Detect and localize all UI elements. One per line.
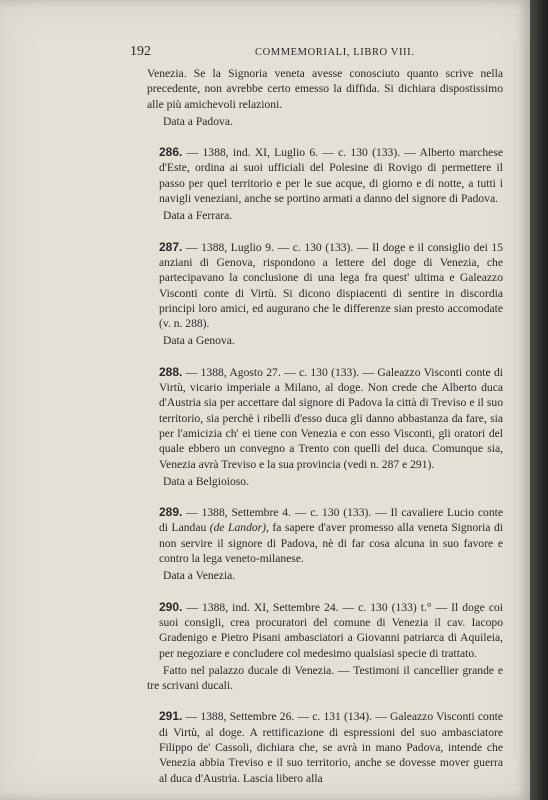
continuation-dateline: Data a Padova.: [163, 114, 233, 128]
entry-text: — 1388, Agosto 27. — c. 130 (133). — Galeazzo Visconti conte di Virtù, vicario imperiale a Milano, al doge. Non crede che Alberto duca d'Austria sia per accettare dal signore di Padova la città di Treviso e il suo territorio, sia perchè i ribelli d'esso duca gli danno abbastanza da fare, sia per l'amicizia ch' ei tiene con Venezia e con esso Visconti, gli oratori del quale ebbero un convegno a Trento con quelli del duca. Comunque sia, Venezia avrà Treviso e la sua provincia (vedi n. 287 e 291).: [159, 365, 503, 471]
entry-288: [147, 365, 503, 489]
entry-text: — 1388, Luglio 9. — c. 130 (133). — Il doge e il consiglio dei 15 anziani di Genova, rispondono a lettere del doge di Venezia, che partecipavano la conclusione di una lega fra quest' ultima e Galeazzo Visconti conte di Virtù. Si dicono dispiacenti di sentire in discordia principi loro amici, ed augurano che le differenze sian presto accomodate (v. n. 288).: [159, 240, 503, 331]
entry-287: [147, 240, 503, 349]
book-gutter: [530, 0, 548, 800]
entry-number: 286.: [159, 145, 183, 160]
entry-dateline: Data a Genova.: [163, 334, 235, 348]
entry-number: 289.: [159, 505, 183, 520]
running-title: COMMEMORIALI, LIBRO VIII.: [255, 47, 415, 58]
entry-number: 291.: [159, 709, 183, 724]
entry-text-continued: fa sapere d'aver promesso alla veneta Signoria di non servire il signore di Padova, nè di far cosa alcuna in suo favore e contro la lega veneto-milanese.: [159, 521, 503, 566]
entry-289: [147, 505, 503, 583]
entry-number: 287.: [159, 239, 183, 254]
entry-291: [147, 709, 503, 785]
entry-dateline: Data a Venezia.: [163, 569, 236, 583]
entry-text: — 1388, ind. XI, Luglio 6. — c. 130 (133). — Alberto marchese d'Este, ordina ai suoi ufficiali del Polesine di Rovigo di permettere il passo per quel territorio e per le sue acque, di giorno e di notte, a tutti i navigli veneziani, anche se portino armati a danno del signore di Padova.: [159, 146, 503, 206]
page-body: [147, 66, 503, 786]
entry-dateline: Data a Belgioioso.: [163, 474, 249, 488]
continuation-text: Venezia. Se la Signoria veneta avesse conosciuto quanto scrive nella precedente, non avrebbe certo emesso la diffida. Si dichiara dispostissimo alle più amichevoli relazioni.: [147, 67, 503, 111]
entry-290: [147, 600, 503, 694]
entry-text: — 1388, ind. XI, Settembre 24. — c. 130 (133) t.° — Il doge coi suoi consigli, crea procuratori del comune di Venezia il cav. Iacopo Gradenigo e Pietro Pisani ambasciatori a Giovanni patriarca di Aquileia, per negoziare e concludere col medesimo qualsiasi specie di trattato.: [159, 600, 503, 660]
page-number: 192: [130, 44, 151, 59]
entry-dateline: Fatto nel palazzo ducale di Venezia. — Testimoni il cancellier grande e tre scrivani ducali.: [147, 663, 503, 693]
entry-number: 290.: [159, 599, 183, 614]
running-head: [130, 44, 530, 64]
entry-286: [147, 145, 503, 223]
entry-number: 288.: [159, 364, 183, 379]
entry-text: — 1388, Settembre 4. — c. 130 (133). — Il cavaliere Lucio conte di Landau: [159, 506, 503, 535]
handwritten-annotation: (de Landor),: [209, 521, 269, 535]
entry-text: — 1388, Settembre 26. — c. 131 (134). — Galeazzo Visconti conte di Virtù, al doge. A rettificazione di espressioni del suo ambasciatore Filippo de' Cassoli, dichiara che, se avrà in mano Padova, intende che Venezia abbia Treviso e il suo territorio, anche se dovesse mover guerra al duca d'Austria. Lascia libero alla: [159, 710, 503, 785]
entry-dateline: Data a Ferrara.: [163, 209, 233, 223]
